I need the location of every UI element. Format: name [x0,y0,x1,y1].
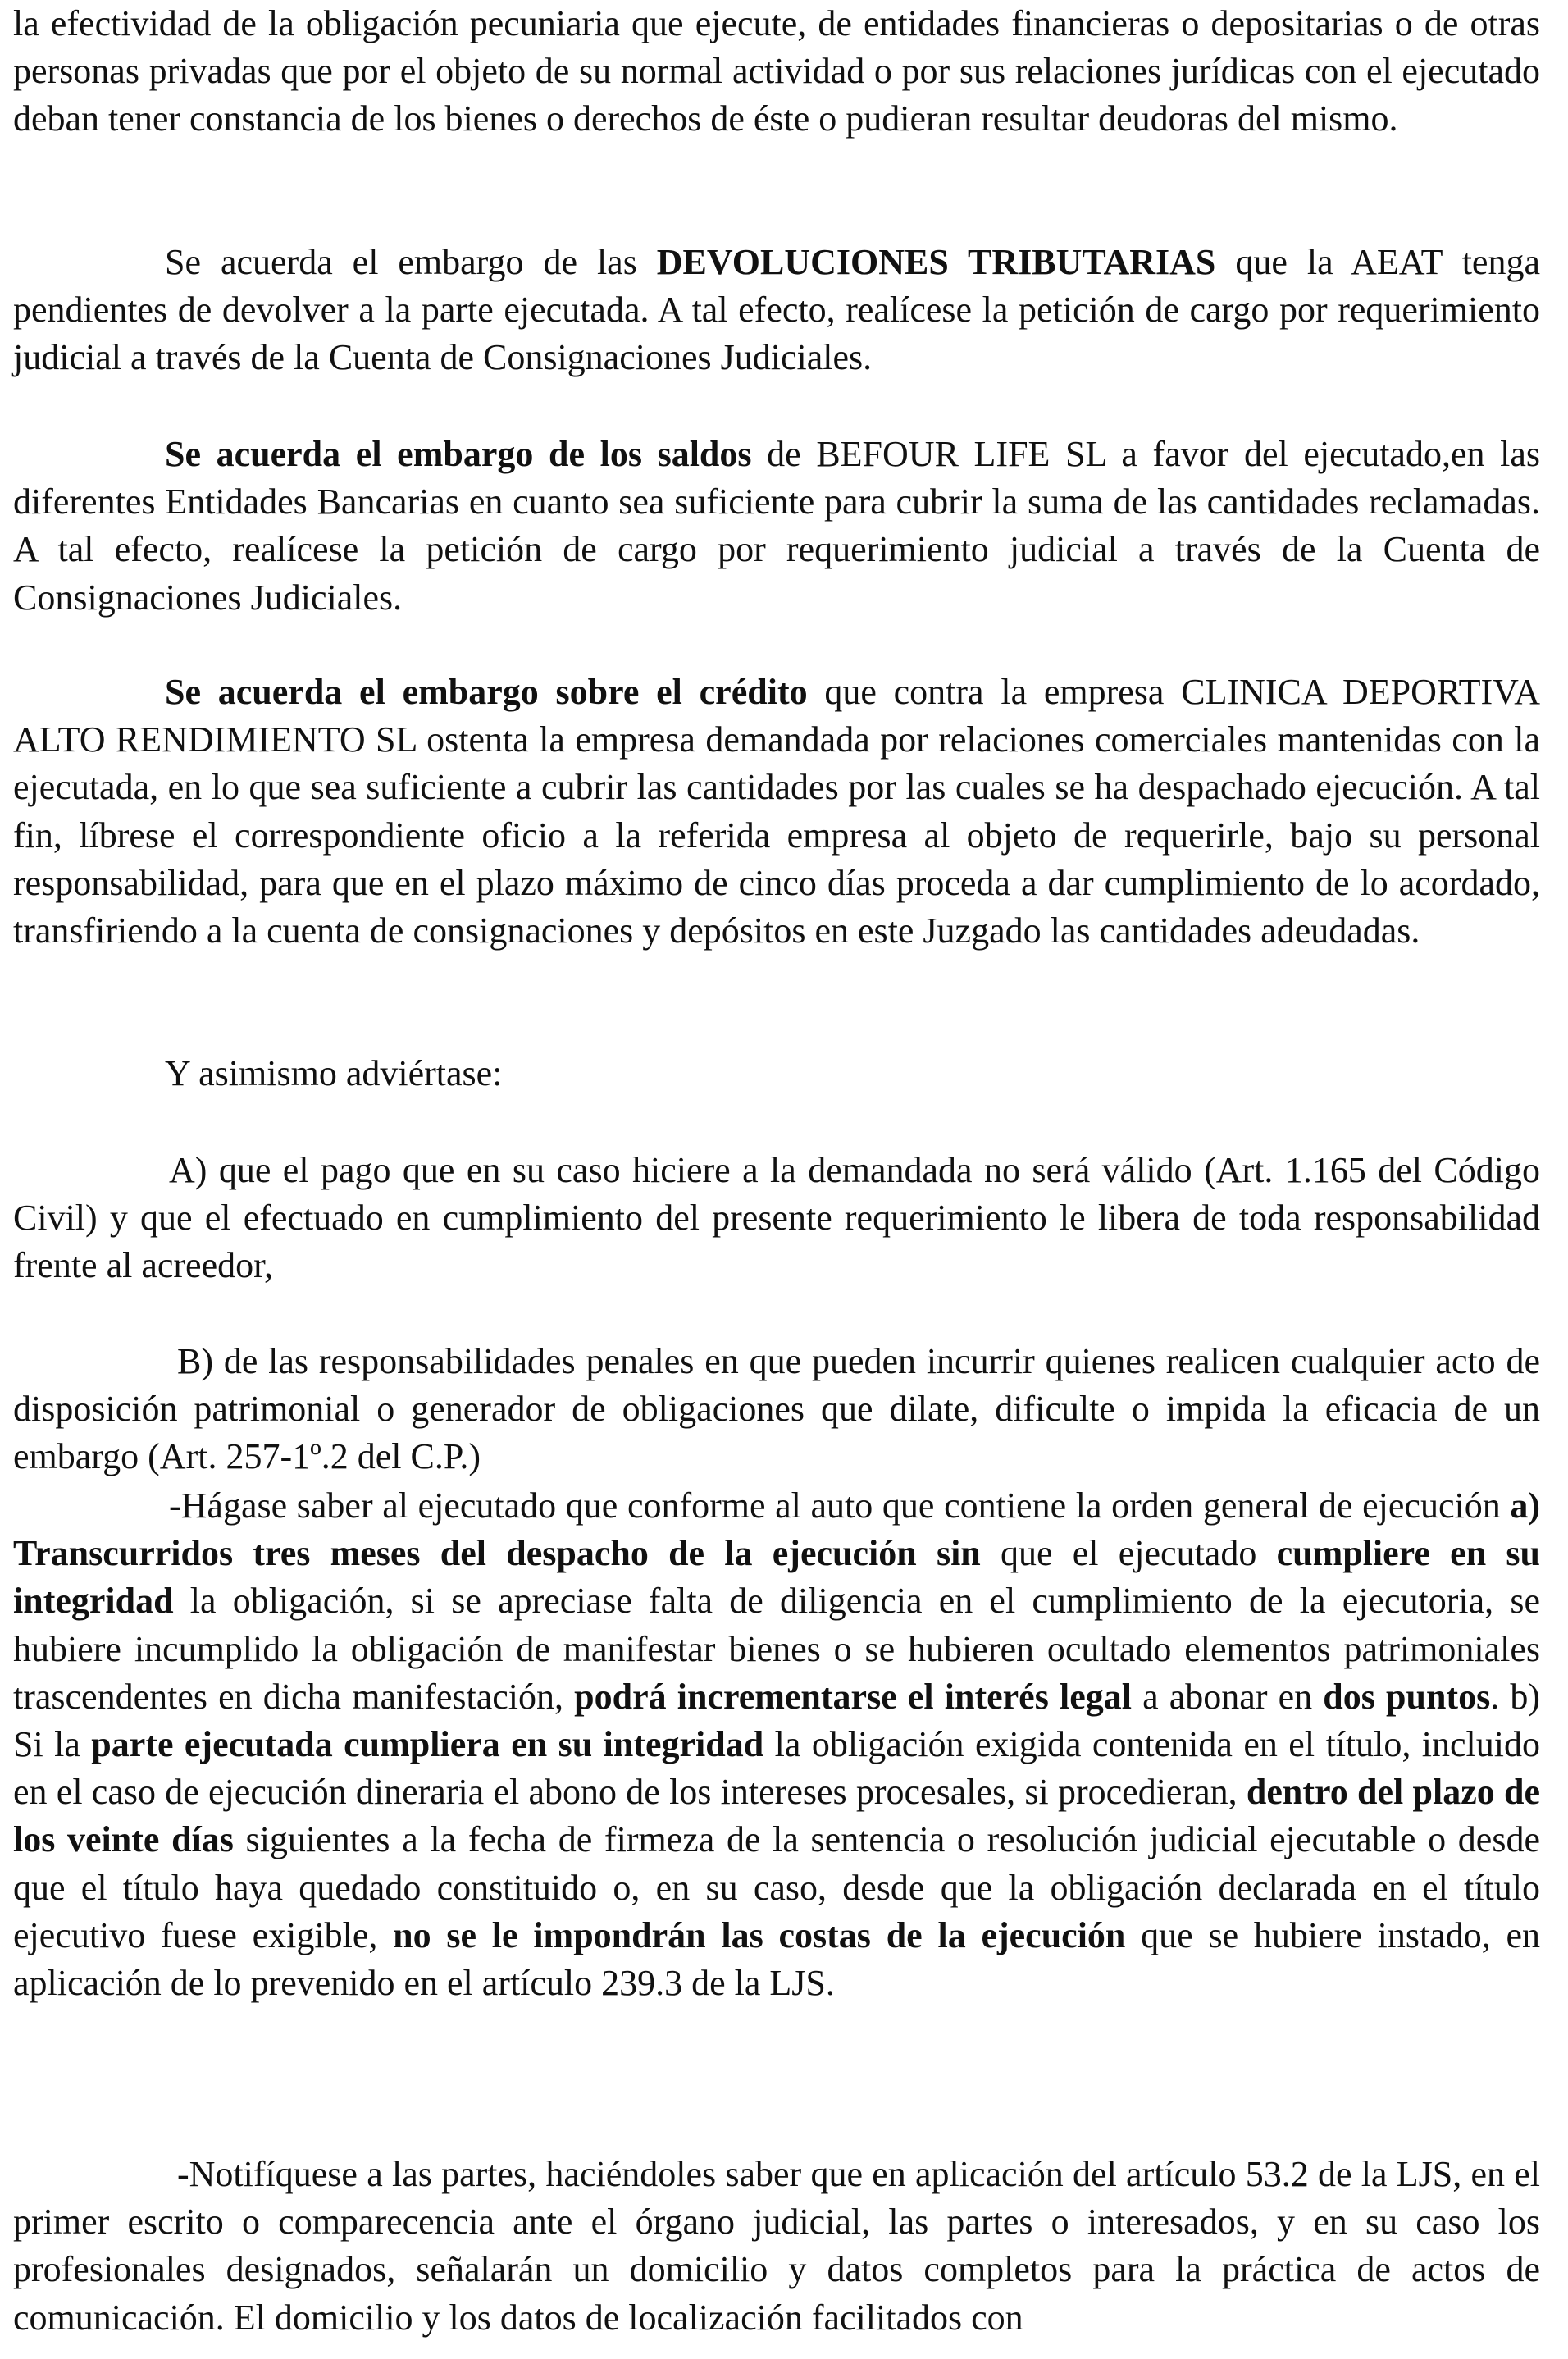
paragraph-text: B) de las responsabilidades penales en que pueden incurrir quienes realicen cualquier acto de disposición patrimonial o generador de obligaciones que dilate, dificulte o impida la eficacia de un embargo (Art. 257-1º.2 del C.P.) [13,1341,1540,1477]
paragraph-text: a abonar en [1131,1676,1324,1717]
paragraph-embargo-saldos [13,431,1540,622]
paragraph-text: que el ejecutado [980,1533,1277,1574]
paragraph-text: -Hágase saber al ejecutado que conforme al auto que contiene la orden general de ejecución [169,1485,1511,1526]
paragraph-hagase-saber [13,1482,1540,2007]
bold-text: Se acuerda el embargo de los saldos [165,434,752,474]
paragraph-asimismo [13,1050,1540,1097]
paragraph-text: A) que el pago que en su caso hiciere a la demandada no será válido (Art. 1.165 del Código Civil) y que el efectuado en cumplimiento del presente requerimiento le libera de toda responsabilidad frente al acreedor, [13,1150,1540,1286]
paragraph-notifiquese [13,2151,1540,2342]
paragraph-devoluciones-tributarias [13,239,1540,382]
paragraph-text: que contra la empresa CLINICA DEPORTIVA ALTO RENDIMIENTO SL ostenta la empresa demandada por relaciones comerciales mantenidas con la ejecutada, en lo que sea suficiente a cubrir las cantidades por las cuales se ha despachado ejecución. A tal fin, líbrese el correspondiente oficio a la referida empresa al objeto de requerirle, bajo su personal responsabilidad, para que en el plazo máximo de cinco días proceda a dar cumplimiento de lo acordado, transfiriendo a la cuenta de consignaciones y depósitos en este Juzgado las cantidades adeudadas. [13,672,1540,951]
paragraph-text: que la AEAT tenga pendientes de devolver a la parte ejecutada. A tal efecto, realícese la petición de cargo por requerimiento judicial a través de la Cuenta de Consignaciones Judiciales. [13,242,1540,378]
paragraph-b-responsabilidades [13,1338,1540,1481]
paragraph-text: Se acuerda el embargo de las [165,242,657,282]
paragraph-text: que se hubiere instado, en aplicación de lo prevenido en el artículo 239.3 de la LJS. [13,1914,1541,2004]
bold-text: DEVOLUCIONES TRIBUTARIAS [656,242,1216,282]
bold-text: cumpliere en su integridad [13,1533,1540,1622]
bold-text: dentro del plazo de los veinte días [13,1772,1540,1860]
bold-text: podrá incrementarse el interés legal [574,1676,1132,1717]
bold-text: dos puntos [1323,1676,1491,1717]
paragraph-text: siguientes a la fecha de firmeza de la sentencia o resolución judicial ejecutable o desde que el título haya quedado constituido o, en su caso, desde que la obligación declarada en el título ejecutivo fuese exigible, [13,1819,1540,1955]
paragraph-text: -Notifíquese a las partes, haciéndoles saber que en aplicación del artículo 53.2 de la LJS, en el primer escrito o comparecencia ante el órgano judicial, las partes o interesados, y en su caso los profesionales designados, señalarán un domicilio y datos completos para la práctica de actos de comunicación. El domicilio y los datos de localización facilitados con [13,2154,1540,2338]
bold-text: Se acuerda el embargo sobre el crédito [165,672,808,712]
bold-text: no se le impondrán las costas de la ejecución [393,1914,1126,1955]
paragraph-obligacion-pecuniaria [13,0,1540,144]
paragraph-text: de BEFOUR LIFE SL a favor del ejecutado,en las diferentes Entidades Bancarias en cuanto sea suficiente para cubrir la suma de las cantidades reclamadas. A tal efecto, realícese la petición de cargo por requerimiento judicial a través de la Cuenta de Consignaciones Judiciales. [13,434,1540,618]
paragraph-text: la obligación exigida contenida en el título, incluido en el caso de ejecución dineraria el abono de los intereses procesales, si procedieran, [13,1724,1541,1813]
paragraph-text: la obligación, si se apreciase falta de diligencia en el cumplimiento de la ejecutoria, se hubiere incumplido la obligación de manifestar bienes o se hubieren ocultado elementos patrimoniales trascendentes en dicha manifestación, [13,1581,1540,1717]
bold-text: parte ejecutada cumpliera en su integridad [91,1724,764,1765]
paragraph-text: . b) Si la [13,1676,1540,1765]
paragraph-embargo-credito [13,668,1540,955]
paragraph-text: Y asimismo adviértase: [165,1053,503,1093]
paragraph-a-pago [13,1147,1540,1290]
paragraph-text: la efectividad de la obligación pecuniaria que ejecute, de entidades financieras o depositarias o de otras personas privadas que por el objeto de su normal actividad o por sus relaciones jurídicas con el ejecutado deban tener constancia de los bienes o derechos de éste o pudieran resultar deudoras del mismo. [13,3,1540,139]
bold-text: a) Transcurridos tres meses del despacho de la ejecución sin [13,1485,1540,1574]
